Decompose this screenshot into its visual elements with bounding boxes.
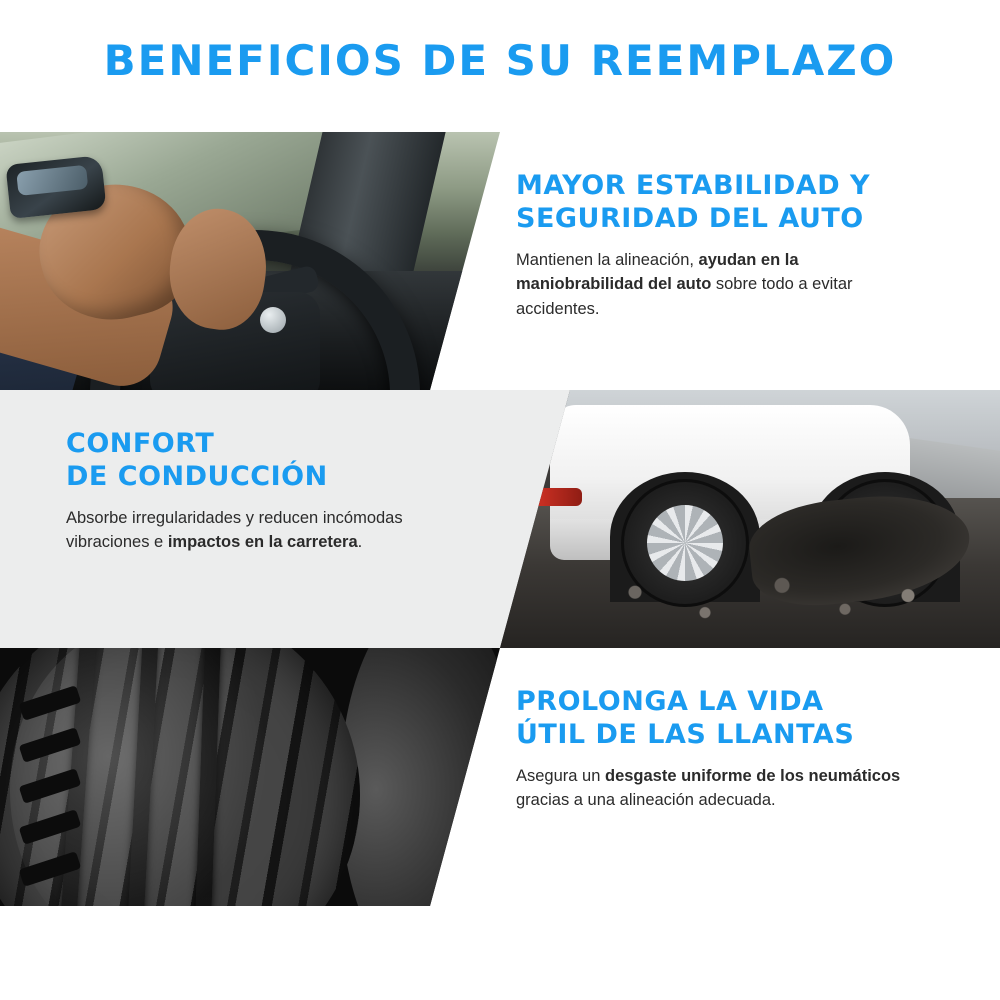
benefit-heading-estabilidad: MAYOR ESTABILIDAD Y SEGURIDAD DEL AUTO [516, 170, 871, 234]
benefit-section-estabilidad [0, 132, 1000, 390]
benefit-heading-llantas: PROLONGA LA VIDA ÚTIL DE LAS LLANTAS [516, 686, 855, 750]
driver-hands-steering-wheel-photo [0, 132, 500, 390]
benefit-body-confort: Absorbe irregularidades y reducen incómodas vibraciones e impactos en la carretera. [66, 508, 403, 552]
page-title: BENEFICIOS DE SU REEMPLAZO [103, 36, 897, 85]
tire-tread-closeup-photo [0, 648, 500, 906]
benefit-text-confort [0, 390, 500, 648]
benefit-section-llantas [0, 648, 1000, 906]
benefit-section-confort [0, 390, 1000, 648]
benefit-body-llantas: Asegura un desgaste uniforme de los neumáticos gracias a una alineación adecuada. [516, 766, 901, 810]
white-car-pothole-road-photo [500, 390, 1000, 648]
benefit-heading-confort: CONFORT DE CONDUCCIÓN [66, 428, 328, 492]
benefit-text-llantas [500, 648, 1000, 906]
benefit-body-estabilidad: Mantienen la alineación, ayudan en la maniobrabilidad del auto sobre todo a evitar accidentes. [516, 250, 853, 318]
benefit-text-estabilidad [500, 132, 1000, 390]
